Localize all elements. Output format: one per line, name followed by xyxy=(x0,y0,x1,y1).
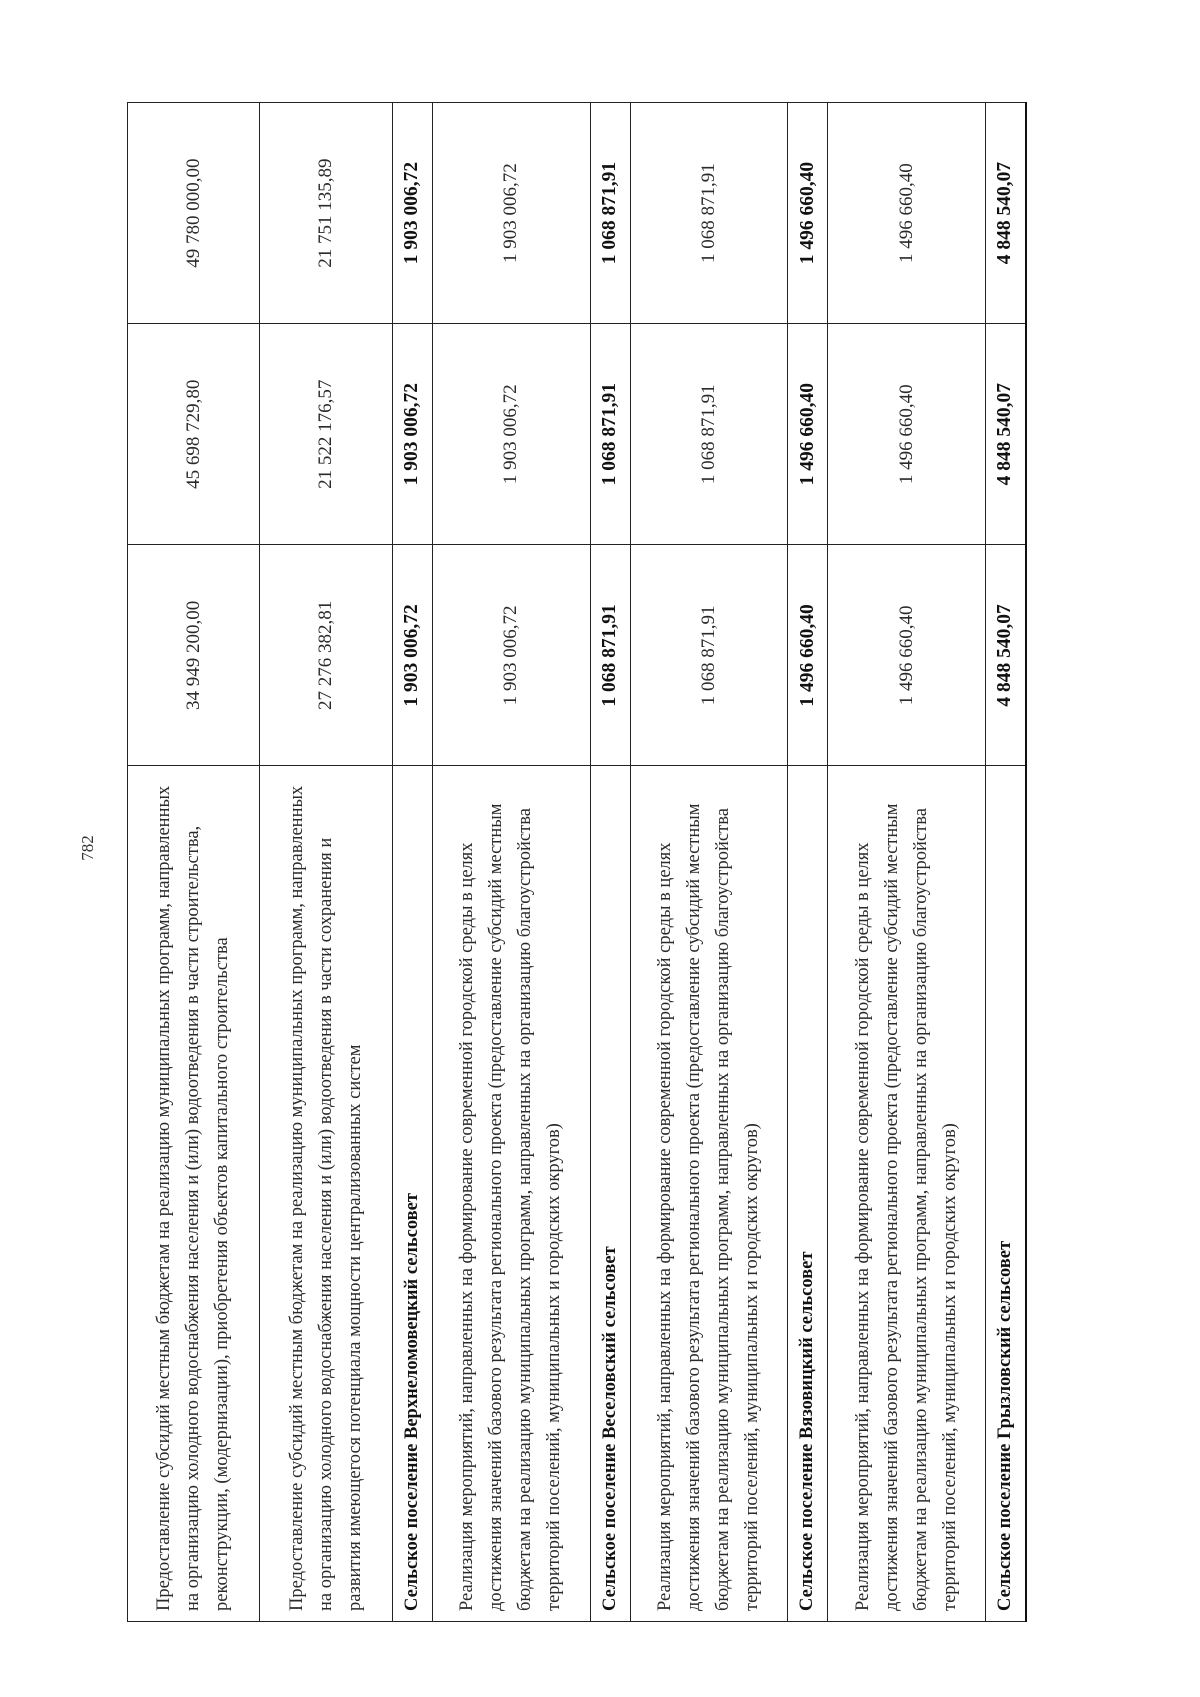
settlement-name: Сельское поселение Веселовский сельсовет xyxy=(590,766,630,1622)
value-col-2: 1 496 660,40 xyxy=(828,324,986,545)
settlement-name: Сельское поселение Грызловский сельсовет xyxy=(985,766,1026,1622)
table-row xyxy=(128,103,260,1622)
row-description: Реализация мероприятий, направленных на формирование современной городской среды в целях достижения значений базового результата регионального проекта (предоставление субсидий местным бюджетам на реализацию муниципальных программ, направленных на организацию благоустройства территорий поселений, муниципальных и городских округов) xyxy=(630,766,788,1622)
value-col-1: 1 903 006,72 xyxy=(432,545,590,766)
settlement-name: Сельское поселение Верхнеломовецкий сельсовет xyxy=(392,766,432,1622)
value-col-1: 1 068 871,91 xyxy=(590,545,630,766)
table-row xyxy=(432,103,590,1622)
settlement-name: Сельское поселение Вязовицкий сельсовет xyxy=(788,766,828,1622)
value-col-3: 4 848 540,07 xyxy=(985,103,1026,324)
table-row xyxy=(260,103,392,1622)
value-col-1: 4 848 540,07 xyxy=(985,545,1026,766)
row-description: Реализация мероприятий, направленных на формирование современной городской среды в целях достижения значений базового результата регионального проекта (предоставление субсидий местным бюджетам на реализацию муниципальных программ, направленных на организацию благоустройства территорий поселений, муниципальных и городских округов) xyxy=(828,766,986,1622)
value-col-3: 49 780 000,00 xyxy=(128,103,260,324)
settlement-total-row xyxy=(590,103,630,1622)
value-col-1: 1 068 871,91 xyxy=(630,545,788,766)
value-col-2: 1 903 006,72 xyxy=(432,324,590,545)
value-col-3: 1 496 660,40 xyxy=(788,103,828,324)
budget-table-rotated xyxy=(127,102,1027,1622)
value-col-2: 1 068 871,91 xyxy=(630,324,788,545)
value-col-1: 1 496 660,40 xyxy=(828,545,986,766)
value-col-3: 1 903 006,72 xyxy=(392,103,432,324)
row-description: Предоставление субсидий местным бюджетам на реализацию муниципальных программ, направленных на организацию холодного водоснабжения населения и (или) водоотведения в части строительства, реконструкции, (модернизации), приобретения объектов капитального строительства xyxy=(128,766,260,1622)
value-col-3: 1 903 006,72 xyxy=(432,103,590,324)
page-number: 782 xyxy=(78,835,97,861)
row-description: Реализация мероприятий, направленных на формирование современной городской среды в целях достижения значений базового результата регионального проекта (предоставление субсидий местным бюджетам на реализацию муниципальных программ, направленных на организацию благоустройства территорий поселений, муниципальных и городских округов) xyxy=(432,766,590,1622)
value-col-2: 4 848 540,07 xyxy=(985,324,1026,545)
value-col-2: 1 903 006,72 xyxy=(392,324,432,545)
row-description: Предоставление субсидий местным бюджетам на реализацию муниципальных программ, направленных на организацию холодного водоснабжения населения и (или) водоотведения в части сохранения и развития имеющегося потенциала мощности централизованных систем xyxy=(260,766,392,1622)
value-col-2: 45 698 729,80 xyxy=(128,324,260,545)
settlement-total-row xyxy=(788,103,828,1622)
value-col-2: 1 496 660,40 xyxy=(788,324,828,545)
value-col-2: 21 522 176,57 xyxy=(260,324,392,545)
budget-table xyxy=(127,102,1027,1622)
value-col-2: 1 068 871,91 xyxy=(590,324,630,545)
value-col-3: 1 068 871,91 xyxy=(630,103,788,324)
value-col-3: 21 751 135,89 xyxy=(260,103,392,324)
table-row xyxy=(630,103,788,1622)
value-col-1: 27 276 382,81 xyxy=(260,545,392,766)
value-col-1: 1 903 006,72 xyxy=(392,545,432,766)
settlement-total-row xyxy=(392,103,432,1622)
value-col-3: 1 068 871,91 xyxy=(590,103,630,324)
value-col-1: 1 496 660,40 xyxy=(788,545,828,766)
value-col-1: 34 949 200,00 xyxy=(128,545,260,766)
table-row xyxy=(828,103,986,1622)
value-col-3: 1 496 660,40 xyxy=(828,103,986,324)
settlement-total-row xyxy=(985,103,1026,1622)
